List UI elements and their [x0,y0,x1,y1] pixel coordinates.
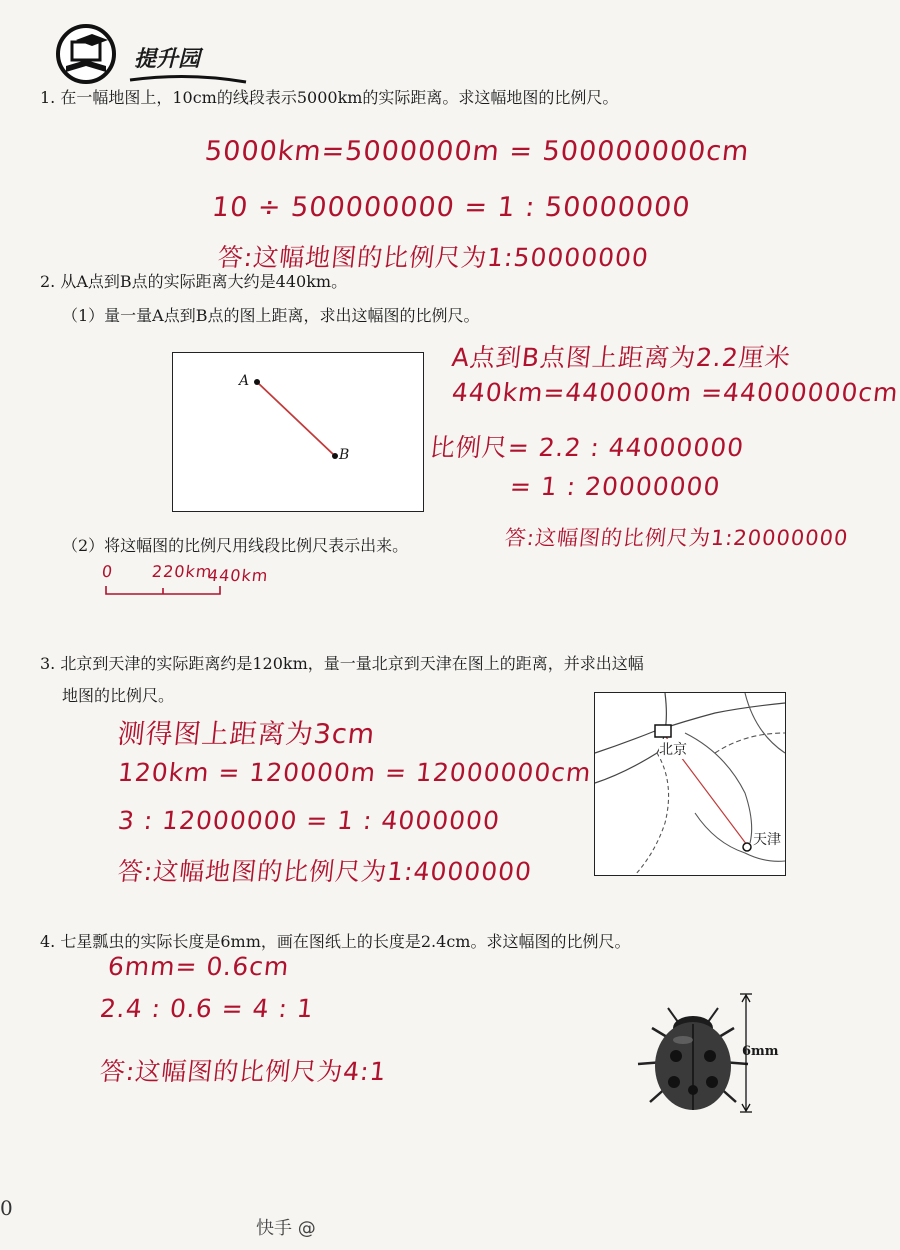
q4-work-line-1: 6mm= 0.6cm [106,952,291,981]
ladybug-figure [628,990,788,1120]
section-header [48,22,238,90]
q1-work-line-1: 5000km=5000000m = 500000000cm [203,136,752,167]
watermark: 快手 @ [256,1218,316,1239]
q1-answer: 答:这幅地图的比例尺为1:50000000 [216,243,651,272]
beijing-label: 北京 [659,739,687,759]
question-3-line-2: 地图的比例尺。 [62,686,175,705]
q2-work-line-1: A点到B点图上距离为2.2厘米 [450,343,793,372]
q2-work-line-2: 440km=440000m =44000000cm [450,378,900,407]
ab-segment [173,353,423,511]
question-1: 1. 在一幅地图上，10cm的线段表示5000km的实际距离。求这幅地图的比例尺。 [40,88,619,107]
scale-bar [96,582,236,598]
question-4: 4. 七星瓢虫的实际长度是6mm，画在图纸上的长度是2.4cm。求这幅图的比例尺。 [40,932,631,951]
point-b-label: B [339,447,350,463]
title-underline [128,72,248,86]
question-2-sub-1: （1）量一量A点到B点的图上距离，求出这幅图的比例尺。 [62,306,480,325]
tianjin-label: 天津 [753,829,781,849]
scale-label-0: 0 [101,562,115,581]
dimension-label: 6mm [742,1044,779,1059]
question-3-line-1: 3. 北京到天津的实际距离约是120km，量一量北京到天津在图上的距离，并求出这幅 [40,654,644,673]
book-cap-icon [48,22,128,86]
line-scale [96,562,276,602]
ab-map [172,352,424,512]
section-title: 提升园 [134,46,201,72]
beijing-tianjin-map [594,692,786,876]
q3-answer: 答:这幅地图的比例尺为1:4000000 [116,857,534,886]
question-2: 2. 从A点到B点的实际距离大约是440km。 [40,272,348,291]
q2-answer: 答:这幅图的比例尺为1:20000000 [503,526,850,550]
scale-label-220km: 220km [151,562,214,581]
q4-work-line-2: 2.4 : 0.6 = 4 : 1 [98,994,316,1023]
point-a-label: A [239,373,250,389]
q3-work-line-3: 3 : 12000000 = 1 : 4000000 [116,806,502,835]
q1-work-line-2: 10 ÷ 500000000 = 1 : 50000000 [210,192,693,223]
question-2-sub-2: （2）将这幅图的比例尺用线段比例尺表示出来。 [62,536,409,555]
q3-work-line-2: 120km = 120000m = 12000000cm [116,758,593,787]
q2-work-line-3: 比例尺= 2.2 : 44000000 [428,433,746,462]
page-number: 0 [0,1196,13,1220]
q2-work-line-4: = 1 : 20000000 [508,472,722,501]
scale-label-440km: 440km [207,566,270,585]
q4-answer: 答:这幅图的比例尺为4:1 [98,1057,389,1086]
q3-work-line-1: 测得图上距离为3cm [116,719,377,750]
